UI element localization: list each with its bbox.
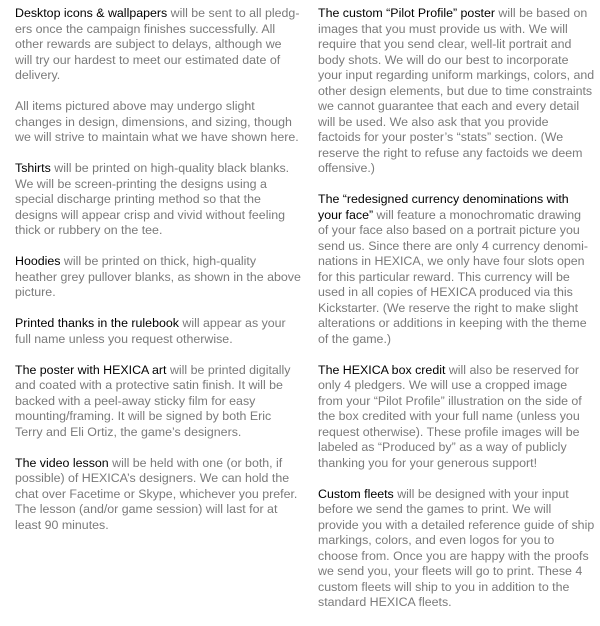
reward-printed-thanks [15,316,305,347]
paragraph-body: will be based on images that you must provide us with. We will require that you send clear, well-lit portrait and body shots. We will do our best to incorporate your input regarding uniform markings, colors, and other design elements, but due to time constraints we cannot guarantee that each and every detail will be used. We also ask that you provide factoids for your poster’s “stats” section. (We reserve the right to refuse any factoids we deem offensive.) [318,6,595,175]
paragraph-heading: The video lesson [15,455,109,470]
paragraph-body: will be sent to all pledg- ers once the campaign finishes successfully. All other rewards are subject to delays, although we will try our hardest to meet our estimated date of delivery. [15,6,300,82]
right-column [318,6,600,626]
paragraph-heading: Hoodies [15,254,61,268]
paragraph-heading: The “redesigned currency denominations with your face” [318,192,569,222]
paragraph-body: will also be reserved for only 4 pledgers. We will use a cropped image from your “Pilot Profile” illustration on the side of the box credited with your full name (unless you request otherwise). These profile images will be labeled as “Produced by” as a way of publicly thanking you for your generous support! [318,362,582,470]
reward-custom-fleets [318,487,600,611]
reward-box-credit [318,363,600,472]
paragraph-body: will be held with one (or both, if possible) of HEXICA’s designers. We can hold the chat over Facetime or Skype, whichever you prefer. The lesson (and/or game session) will last for at least 90 minutes. [15,455,298,532]
paragraph-body: will be printed on thick, high-quality heather grey pullover blanks, as shown in the above picture. [15,254,301,299]
paragraph-heading: Tshirts [15,161,51,175]
reward-desktop-icons [15,6,305,84]
paragraph-heading: The custom “Pilot Profile” poster [318,6,495,20]
paragraph-body: All items pictured above may undergo slight changes in design, dimensions, and sizing, though we will strive to maintain what we have shown here. [15,99,299,144]
reward-pilot-profile [318,6,600,177]
paragraph-body: will be printed on high-quality black blanks. We will be screen-printing the designs using a special discharge printing method so that the designs will appear crisp and vivid without feeling thick or rubbery on the tee. [15,161,290,237]
paragraph-body: will feature a monochromatic drawing of your face also based on a portrait picture you send us. Since there are only 4 currency denomi- nations in HEXICA, we only have four slots open for this particular reward. This currency will be used in all copies of HEXICA produced via this Kickstarter. (We reserve the right to make slight alterations or additions in keeping with the theme of the game.) [318,207,588,346]
paragraph-heading: The poster with HEXICA art [15,362,167,377]
reward-currency [318,192,600,347]
reward-poster [15,363,305,441]
paragraph-heading: Printed thanks in the rulebook [15,316,179,330]
reward-hoodies [15,254,305,301]
reward-tshirts [15,161,305,239]
paragraph-heading: Custom fleets [318,486,394,501]
paragraph-heading: The HEXICA box credit [318,362,446,377]
paragraph-body: will appear as your full name unless you request otherwise. [15,316,286,346]
left-column [15,6,305,549]
paragraph-body: will be printed digitally and coated with a protective satin finish. It will be backed with a peel-away sticky film for easy mounting/framing. It will be signed by both Eric Terry and Eli Ortiz, the game’s designers. [15,362,291,439]
paragraph-heading: Desktop icons & wallpapers [15,6,168,20]
paragraph-body: will be designed with your input before we send the games to print. We will provide you with a detailed reference guide of ship markings, colors, and even logos for you to choose from. Once you are happy with the proofs we send you, your fleets will go to print. These 4 custom fleets will ship to you in addition to the standard HEXICA fleets. [318,486,595,609]
reward-video-lesson [15,456,305,534]
disclaimer-paragraph [15,99,305,146]
